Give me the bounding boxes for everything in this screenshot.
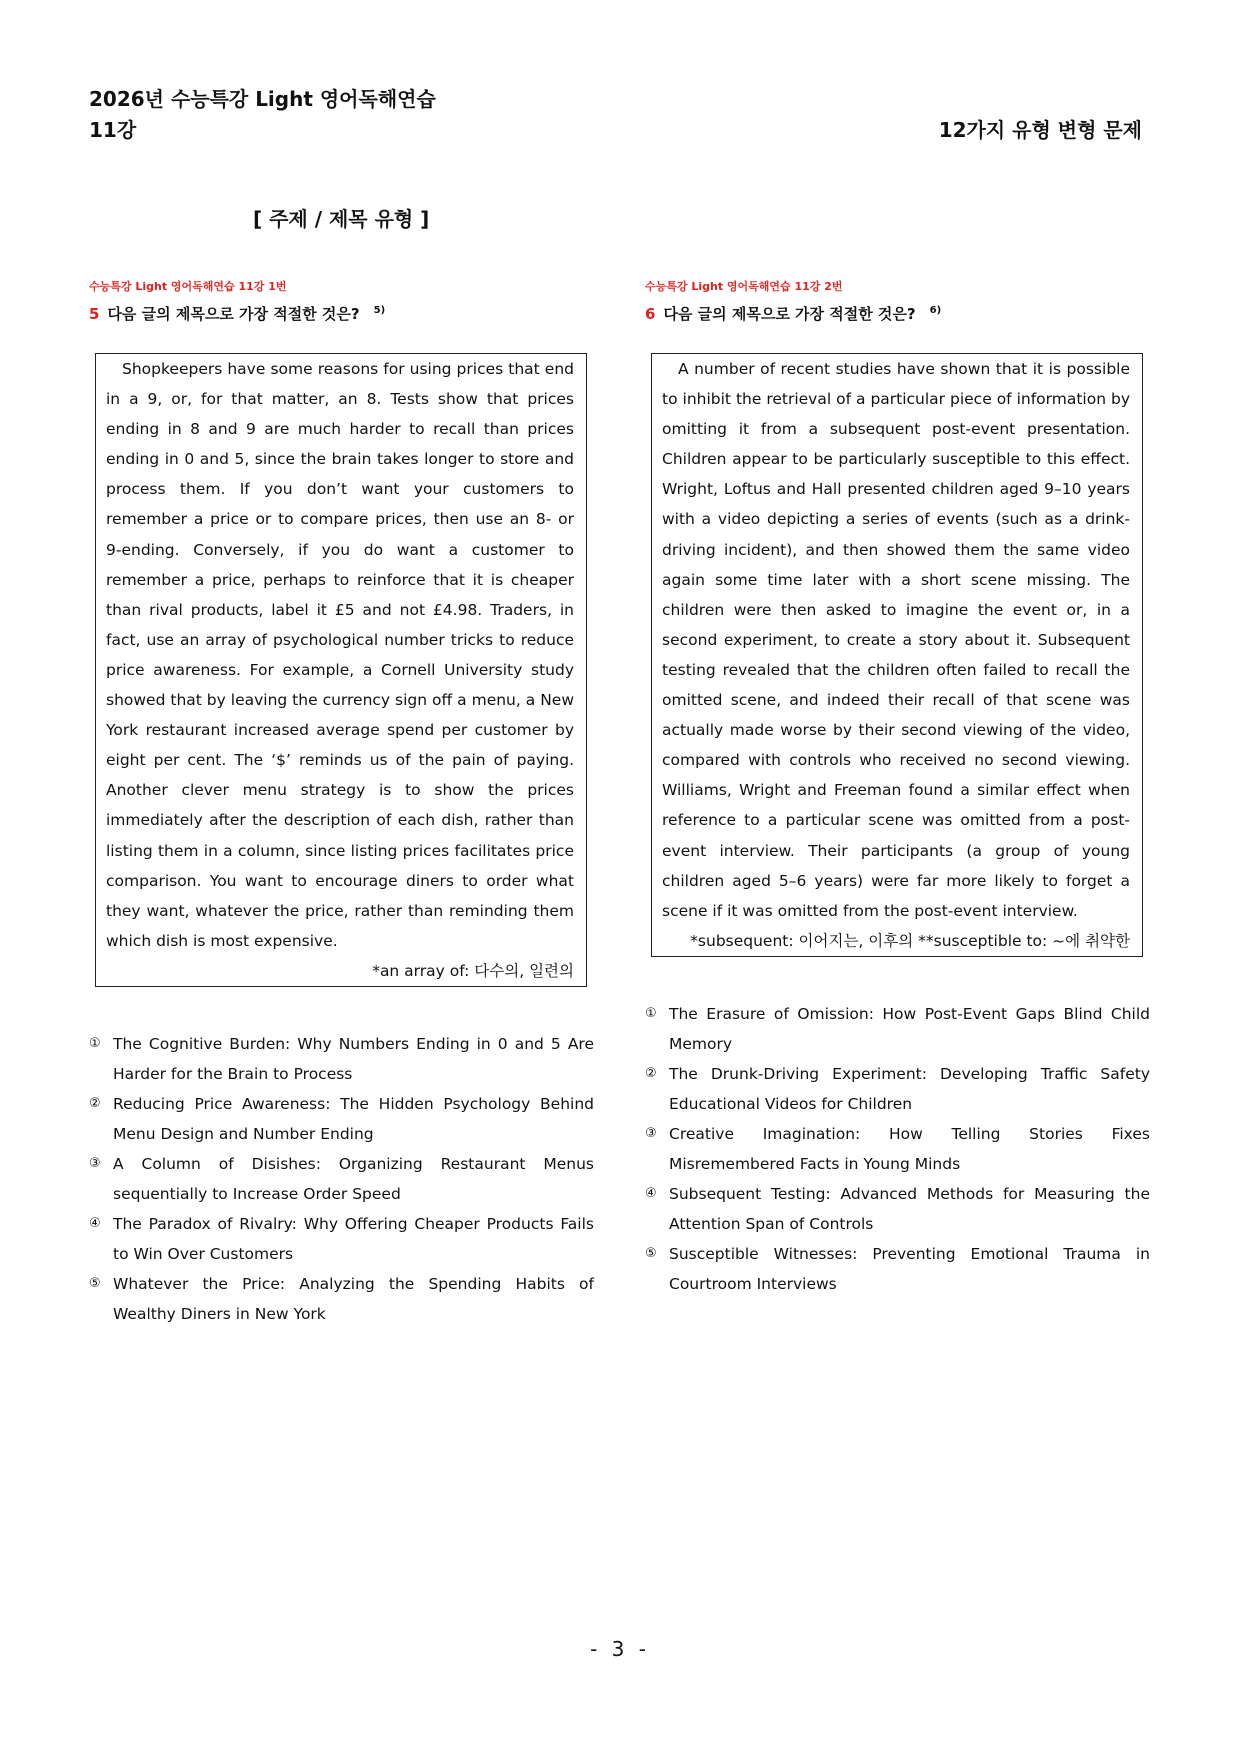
answer-option[interactable] [645, 999, 1150, 1059]
footnote-ref: 5) [373, 305, 386, 316]
question-block-6 [645, 279, 1150, 1315]
option-text: The Paradox of Rivalry: Why Offering Cheaper Products Fails to Win Over Customers [113, 1214, 594, 1263]
page-number: - 3 - [590, 1637, 650, 1661]
option-text: The Drunk-Driving Experiment: Developing Traffic Safety Educational Videos for Children [669, 1064, 1150, 1113]
option-marker: ④ [645, 1185, 657, 1201]
footnote-ref: 6) [929, 305, 942, 316]
header-lesson: 11강 [89, 118, 137, 142]
answer-options [645, 999, 1150, 1299]
option-text: A Column of Disishes: Organizing Restaurant Menus sequentially to Increase Order Speed [113, 1154, 594, 1203]
option-text: The Cognitive Burden: Why Numbers Ending in 0 and 5 Are Harder for the Brain to Process [113, 1034, 594, 1083]
passage-gloss: *subsequent: 이어지는, 이후의 **susceptible to: ~에 취약한 [690, 931, 1130, 950]
option-text: Susceptible Witnesses: Preventing Emotional Trauma in Courtroom Interviews [669, 1244, 1150, 1293]
answer-option[interactable] [89, 1209, 594, 1269]
answer-option[interactable] [89, 1089, 594, 1149]
answer-option[interactable] [645, 1239, 1150, 1299]
document-header [89, 84, 436, 146]
answer-option[interactable] [89, 1269, 594, 1329]
option-marker: ⑤ [89, 1275, 101, 1291]
passage-text: Shopkeepers have some reasons for using prices that end in a 9, or, for that matter, an 8. Tests show that prices ending in 8 and 9 are much harder to recall than prices ending in 0 and 5, since the brain takes longer to store and process them. If you don’t want your customers to remember a price or to compare prices, then use an 8- or 9-ending. Conversely, if you do want a customer to remember a price, perhaps to reinforce that it is cheaper than rival products, label it £5 and not £4.98. Traders, in fact, use an array of psychological number tricks to reduce price awareness. For example, a Cornell University study showed that by leaving the currency sign off a menu, a New York restaurant increased average spend per customer by eight per cent. The ‘$’ reminds us of the pain of paying. Another clever menu strategy is to show the prices immediately after the description of each dish, rather than listing them in a column, since listing prices facilitates price comparison. You want to encourage diners to order what they want, whatever the price, rather than reminding them which dish is most expensive. [106, 360, 574, 950]
answer-option[interactable] [645, 1119, 1150, 1179]
answer-option[interactable] [645, 1179, 1150, 1239]
question-source: 수능특강 Light 영어독해연습 11강 1번 [89, 280, 287, 293]
option-marker: ② [89, 1095, 101, 1111]
passage-gloss: *an array of: 다수의, 일련의 [372, 961, 574, 980]
option-text: Subsequent Testing: Advanced Methods for Measuring the Attention Span of Controls [669, 1184, 1150, 1233]
answer-option[interactable] [645, 1059, 1150, 1119]
question-text: 다음 글의 제목으로 가장 적절한 것은? [107, 305, 360, 323]
option-marker: ① [645, 1005, 657, 1021]
question-prompt [645, 301, 1150, 324]
option-marker: ④ [89, 1215, 101, 1231]
option-text: Reducing Price Awareness: The Hidden Psychology Behind Menu Design and Number Ending [113, 1094, 594, 1143]
question-text: 다음 글의 제목으로 가장 적절한 것은? [663, 305, 916, 323]
answer-option[interactable] [89, 1029, 594, 1089]
passage-box [651, 353, 1143, 957]
header-type-label: 12가지 유형 변형 문제 [938, 118, 1142, 142]
question-number: 5 [89, 305, 100, 323]
option-text: Creative Imagination: How Telling Stories Fixes Misremembered Facts in Young Minds [669, 1124, 1150, 1173]
answer-option[interactable] [89, 1149, 594, 1209]
answer-options [89, 1029, 594, 1329]
question-number: 6 [645, 305, 656, 323]
question-block-5 [89, 279, 594, 1345]
option-text: The Erasure of Omission: How Post-Event Gaps Blind Child Memory [669, 1004, 1150, 1053]
passage-box [95, 353, 587, 987]
option-marker: ② [645, 1065, 657, 1081]
section-title: [ 주제 / 제목 유형 ] [253, 207, 430, 231]
option-text: Whatever the Price: Analyzing the Spending Habits of Wealthy Diners in New York [113, 1274, 594, 1323]
passage-text: A number of recent studies have shown that it is possible to inhibit the retrieval of a particular piece of information by omitting it from a subsequent post-event presentation. Children appear to be particularly susceptible to this effect. Wright, Loftus and Hall presented children aged 9–10 years with a video depicting a series of events (such as a drink-driving incident), and then showed them the same video again some time later with a short scene missing. The children were then asked to imagine the event or, in a second experiment, to create a story about it. Subsequent testing revealed that the children often failed to recall the omitted scene, and indeed their recall of that scene was actually made worse by their second viewing of the video, compared with controls who received no second viewing. Williams, Wright and Freeman found a similar effect when reference to a particular scene was omitted from a post-event interview. Their participants (a group of young children aged 5–6 years) were far more likely to forget a scene if it was omitted from the post-event interview. [662, 360, 1130, 920]
question-source: 수능특강 Light 영어독해연습 11강 2번 [645, 280, 843, 293]
option-marker: ③ [89, 1155, 101, 1171]
header-title: 2026년 수능특강 Light 영어독해연습 [89, 87, 436, 111]
option-marker: ③ [645, 1125, 657, 1141]
question-prompt [89, 301, 594, 324]
option-marker: ⑤ [645, 1245, 657, 1261]
option-marker: ① [89, 1035, 101, 1051]
